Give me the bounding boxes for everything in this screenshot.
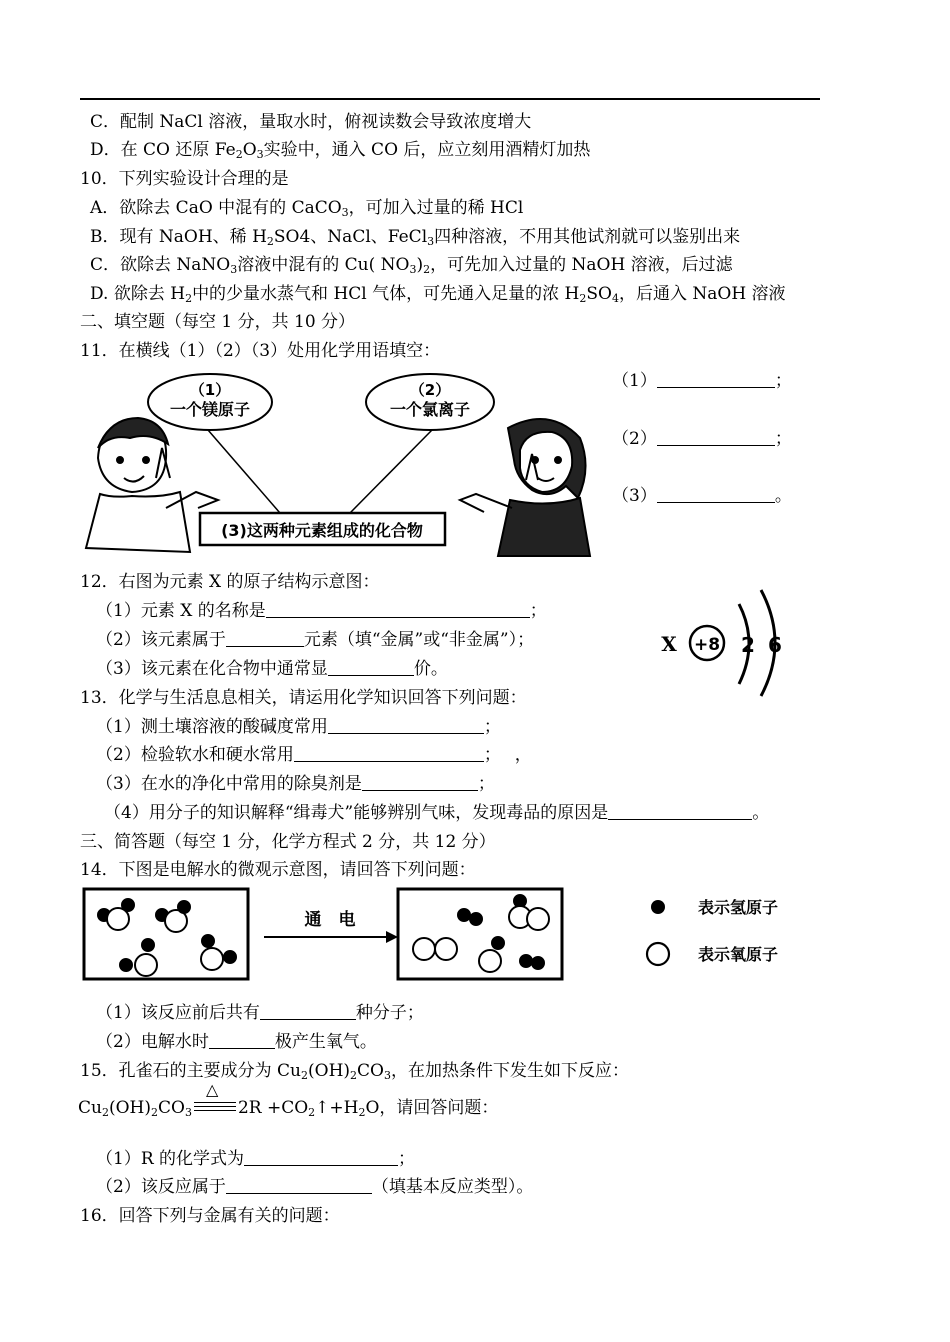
q14-part-1: （1）该反应前后共有 种分子； xyxy=(96,1003,424,1023)
bubble1-number: （1） xyxy=(189,381,231,399)
q14-blank-1[interactable] xyxy=(260,1002,356,1020)
q12-part-1: （1）元素 X 的名称是 ； xyxy=(96,601,547,621)
shell-2-electrons: 6 xyxy=(768,633,782,657)
atom-structure-diagram xyxy=(655,588,795,698)
before-reaction-box xyxy=(84,889,248,979)
q11-answer-2: （2） ； xyxy=(612,429,792,449)
q12-blank-1[interactable] xyxy=(266,600,530,618)
nucleus-charge: +8 xyxy=(693,635,721,655)
q13-blank-3[interactable] xyxy=(362,773,478,791)
q10-option-a: A．欲除去 CaO 中混有的 CaCO$_3$，可加入过量的稀 HCl xyxy=(90,198,524,219)
q12-stem: 12．右图为元素 X 的原子结构示意图： xyxy=(80,572,380,592)
q11-blank-1[interactable] xyxy=(657,370,775,388)
q15-blank-2[interactable] xyxy=(226,1176,372,1194)
bubble2-text: 一个氯离子 xyxy=(389,400,471,419)
electrolysis-diagram xyxy=(80,885,820,985)
q12-blank-3[interactable] xyxy=(328,658,414,676)
q13-blank-1[interactable] xyxy=(328,716,484,734)
hydrogen-legend-dot xyxy=(651,900,665,914)
q11-illustration xyxy=(80,368,595,560)
q13-part-3: （3）在水的净化中常用的除臭剂是 ； xyxy=(96,774,495,794)
q9-option-c: C．配制 NaCl 溶液，量取水时，俯视读数会导致浓度增大 xyxy=(90,112,532,132)
q13-part-2: （2）检验软水和硬水常用 ； ， xyxy=(96,745,532,765)
q13-stem: 13．化学与生活息息相关，请运用化学知识回答下列问题： xyxy=(80,688,527,708)
q13-blank-4[interactable] xyxy=(608,802,752,820)
q14-blank-2[interactable] xyxy=(209,1031,275,1049)
q9-option-d: D．在 CO 还原 $Fe_2O_3$实验中，通入 CO 后，应立刻用酒精灯加热 xyxy=(90,140,591,161)
q13-blank-2[interactable] xyxy=(294,744,484,762)
q16-stem: 16．回答下列与金属有关的问题： xyxy=(80,1206,340,1226)
legend-hydrogen: 表示氢原子 xyxy=(698,898,779,917)
q11-blank-3[interactable] xyxy=(657,485,775,503)
boy-figure xyxy=(86,418,218,552)
q13-part-1: （1）测土壤溶液的酸碱度常用 ； xyxy=(96,717,501,737)
heat-equals-sign xyxy=(194,1080,236,1116)
q11-stem: 11．在横线（1）（2）（3）处用化学用语填空： xyxy=(80,341,441,361)
q15-part-1: （1）R 的化学式为 ； xyxy=(96,1149,416,1169)
legend-oxygen: 表示氧原子 xyxy=(698,945,779,964)
compound-box-text: (3)这两种元素组成的化合物 xyxy=(221,521,423,540)
q10-option-b: B．现有 NaOH、稀 $H_2SO4$、NaCl、FeCl$_3$四种溶液，不用其他试剂就可以鉴别出来 xyxy=(90,227,741,248)
q12-blank-2[interactable] xyxy=(226,629,304,647)
element-symbol: X xyxy=(661,632,677,656)
q15-stem: 15．孔雀石的主要成分为 $Cu_2(OH)_2CO_3$，在加热条件下发生如下反应： xyxy=(80,1061,629,1082)
bubble1-text: 一个镁原子 xyxy=(169,400,251,419)
heat-triangle-icon: △ xyxy=(205,1080,219,1099)
q11-answer-3: （3） 。 xyxy=(612,486,792,506)
header-rule xyxy=(80,98,820,100)
section3-title: 三、简答题（每空 1 分，化学方程式 2 分，共 12 分） xyxy=(80,832,496,852)
q14-part-2: （2）电解水时 极产生氧气。 xyxy=(96,1032,377,1052)
q10-stem: 10．下列实验设计合理的是 xyxy=(80,169,289,189)
q12-part-2: （2）该元素属于 元素（填“金属”或“非金属”）； xyxy=(96,630,535,650)
oxygen-legend-circle xyxy=(647,943,669,965)
bubble2-number: （2） xyxy=(409,381,451,399)
q15-equation: $Cu_2(OH)_2CO_3$ △ $2R +CO_2↑+H_2O$，请回答问题： xyxy=(78,1080,499,1119)
shell-1-electrons: 2 xyxy=(741,633,755,657)
q14-stem: 14．下图是电解水的微观示意图，请回答下列问题： xyxy=(80,860,476,880)
q10-option-c: C．欲除去 NaNO$_3$溶液中混有的 Cu( $NO_3)_2$，可先加入过量的 NaOH 溶液，后过滤 xyxy=(90,255,733,276)
q13-part-4: （4）用分子的知识解释“缉毒犬”能够辨别气味，发现毒品的原因是 。 xyxy=(104,803,770,823)
q11-answer-1: （1） ； xyxy=(612,371,792,391)
q10-option-d: D. 欲除去 $H_2$中的少量水蒸气和 HCl 气体，可先通入足量的浓 $H_2SO_4$，后通入 NaOH 溶液 xyxy=(90,284,786,305)
q15-blank-1[interactable] xyxy=(244,1148,398,1166)
q11-blank-2[interactable] xyxy=(657,428,775,446)
gas-up-arrow-icon: ↑ xyxy=(315,1098,330,1118)
q15-part-2: （2）该反应属于 （填基本反应类型）。 xyxy=(96,1177,534,1197)
arrow-label: 通 电 xyxy=(304,910,356,930)
girl-figure xyxy=(460,419,590,556)
q12-part-3: （3）该元素在化合物中通常显 价。 xyxy=(96,659,448,679)
section2-title: 二、填空题（每空 1 分，共 10 分） xyxy=(80,312,356,332)
